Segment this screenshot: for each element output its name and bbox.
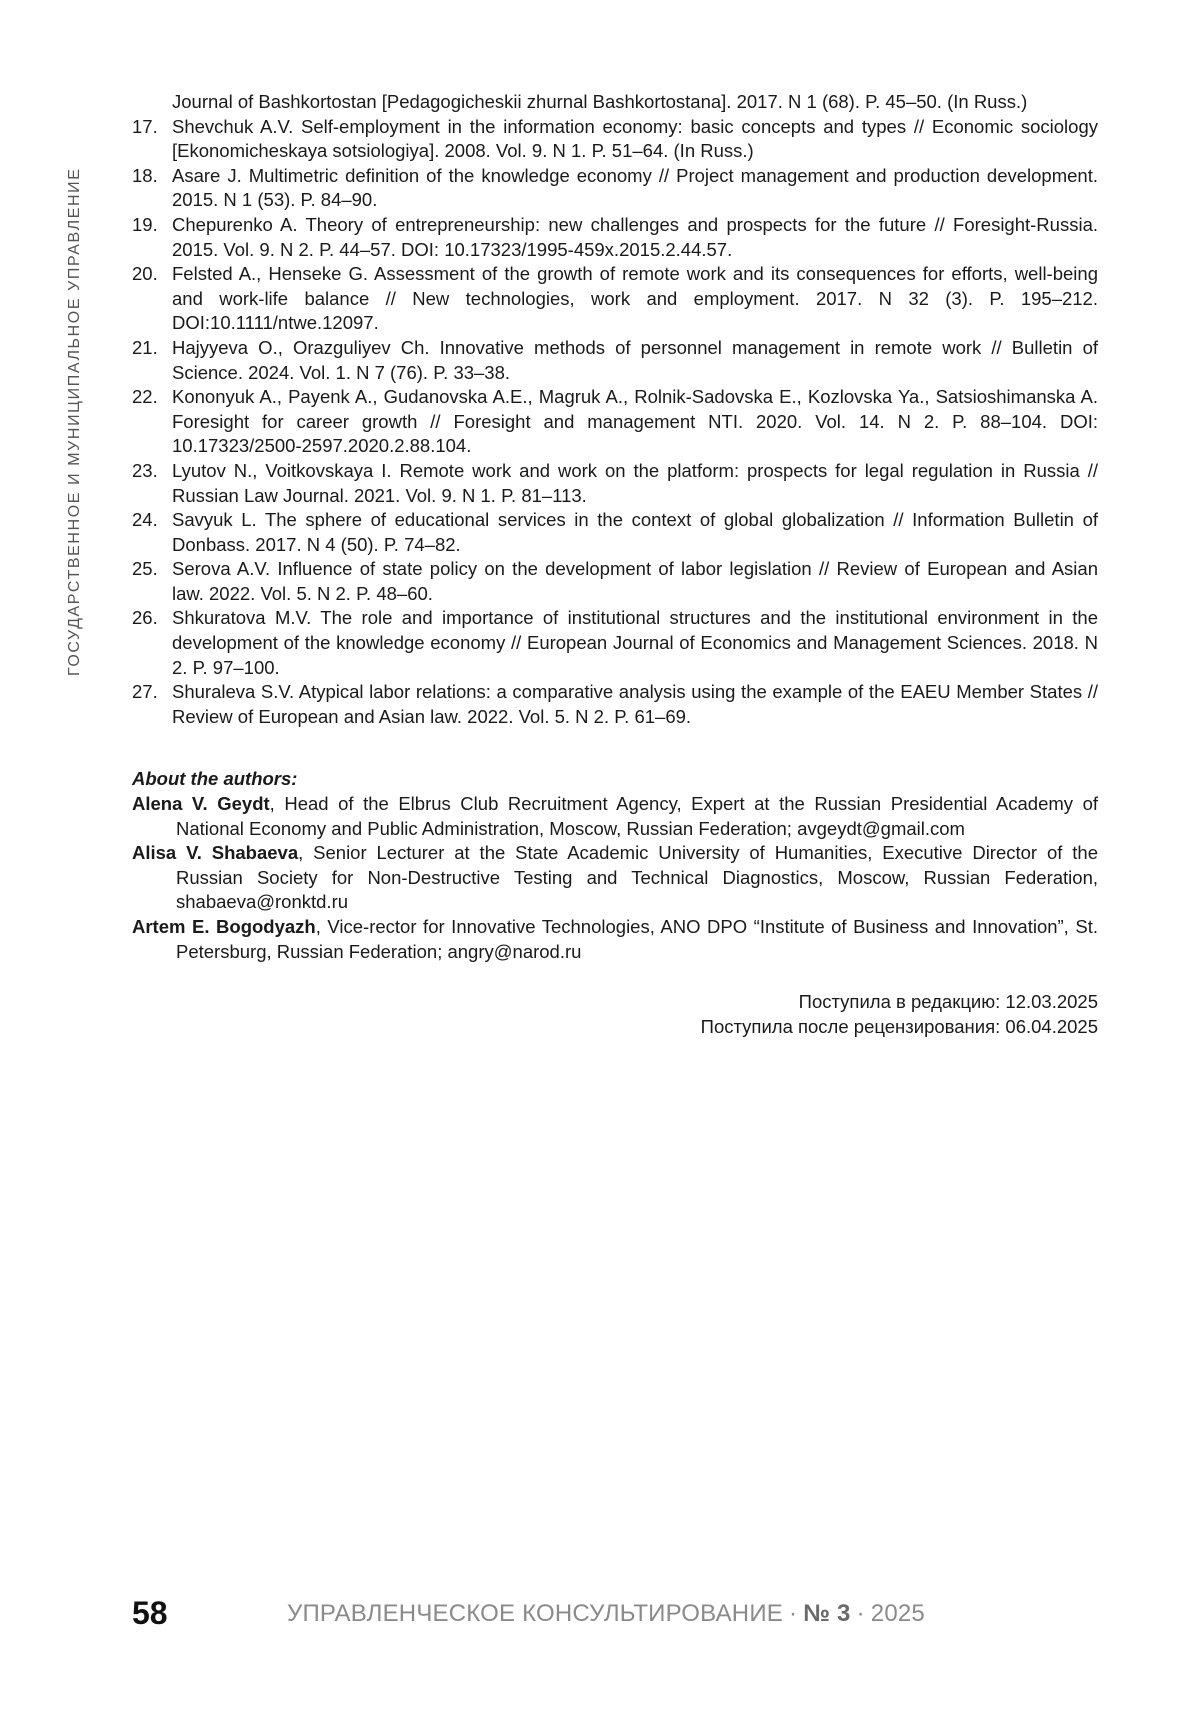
reference-item — [132, 557, 1098, 606]
author-name: Alena V. Geydt — [132, 793, 270, 815]
reference-item — [132, 213, 1098, 262]
reference-item — [132, 336, 1098, 385]
section-side-label-text: ГОСУДАРСТВЕННОЕ И МУНИЦИПАЛЬНОЕ УПРАВЛЕНИЕ — [66, 167, 83, 676]
reference-text: Kononyuk A., Payenk A., Gudanovska A.E., Magruk A., Rolnik-Sadovska E., Kozlovska Ya., Satsioshimanska A. Foresight for career growth // Foresight and management NTI. 2020. Vol. 14. N 2. P. 88–104. DOI: 10.17323/2500-2597.2020.2.88.104. — [172, 386, 1098, 457]
reference-number: 22. — [132, 386, 158, 408]
page-content — [132, 90, 1098, 1039]
reference-item — [132, 90, 1098, 115]
journal-running-title — [287, 1600, 925, 1628]
author-details: , Vice-rector for Innovative Technologies, ANO DPO “Institute of Business and Innovation”, St. Petersburg, Russian Federation; angry@narod.ru — [176, 916, 1098, 962]
submission-dates — [132, 990, 1098, 1039]
author-details: , Senior Lecturer at the State Academic University of Humanities, Executive Director of the Russian Society for Non-Destructive Testing and Technical Diagnostics, Moscow, Russian Federation, shabaeva@ronktd.ru — [176, 842, 1098, 913]
reference-number: 26. — [132, 607, 158, 629]
author-entry — [132, 841, 1098, 915]
reference-number: 17. — [132, 115, 158, 137]
reference-number: 20. — [132, 263, 158, 285]
reference-text: Shkuratova M.V. The role and importance of institutional structures and the institutional environment in the development of the knowledge economy // European Journal of Economics and Management Sciences. 2018. N 2. P. 97–100. — [172, 607, 1098, 678]
reference-item — [132, 459, 1098, 508]
reference-item — [132, 115, 1098, 164]
reference-item — [132, 385, 1098, 459]
reference-item — [132, 262, 1098, 336]
about-authors-heading: About the authors: — [132, 768, 298, 790]
page-number: 58 — [132, 1595, 168, 1631]
reference-text: Shuraleva S.V. Atypical labor relations: a comparative analysis using the example of the EAEU Member States // Review of European and Asian law. 2022. Vol. 5. N 2. P. 61–69. — [172, 681, 1098, 727]
reference-text: Serova A.V. Influence of state policy on the development of labor legislation // Review of European and Asian law. 2022. Vol. 5. N 2. P. 48–60. — [172, 558, 1098, 604]
received-date: Поступила в редакцию: 12.03.2025 — [798, 991, 1098, 1013]
reference-number: 23. — [132, 459, 158, 481]
author-details: , Head of the Elbrus Club Recruitment Agency, Expert at the Russian Presidential Academy of National Economy and Public Administration, Moscow, Russian Federation; avgeydt@gmail.com — [176, 793, 1098, 839]
reference-item — [132, 606, 1098, 680]
reference-item — [132, 680, 1098, 729]
reference-text: Hajyyeva O., Orazguliyev Ch. Innovative methods of personnel management in remote work // Bulletin of Science. 2024. Vol. 1. N 7 (76). P. 33–38. — [172, 336, 1098, 383]
reference-item — [132, 164, 1098, 213]
reference-text: Shevchuk A.V. Self-employment in the information economy: basic concepts and types // Economic sociology [Ekonomicheskaya sotsiologiya]. 2008. Vol. 9. N 1. P. 51–64. (In Russ.) — [172, 115, 1098, 162]
issue-number: № 3 — [803, 1599, 851, 1627]
reference-number: 21. — [132, 336, 158, 358]
reference-text: Felsted A., Henseke G. Assessment of the growth of remote work and its consequences for efforts, well-being and work-life balance // New technologies, work and employment. 2017. N 32 (3). P. 195–212. DOI:10.1111/ntwe.12097. — [172, 263, 1098, 334]
journal-name: УПРАВЛЕНЧЕСКОЕ КОНСУЛЬТИРОВАНИЕ — [287, 1599, 783, 1627]
section-side-label — [60, 96, 90, 676]
reference-number: 24. — [132, 509, 158, 531]
revised-date: Поступила после рецензирования: 06.04.2025 — [700, 1015, 1098, 1037]
author-entry — [132, 915, 1098, 964]
reference-text: Journal of Bashkortostan [Pedagogicheskii zhurnal Bashkortostana]. 2017. N 1 (68). P. 45–50. (In Russ.) — [172, 91, 1028, 112]
reference-item — [132, 508, 1098, 557]
authors-list — [132, 792, 1098, 964]
reference-text: Asare J. Multimetric definition of the knowledge economy // Project management and production development. 2015. N 1 (53). P. 84–90. — [172, 164, 1098, 211]
author-name: Alisa V. Shabaeva — [132, 842, 299, 864]
references-list — [132, 90, 1098, 729]
reference-number: 18. — [132, 164, 158, 186]
reference-text: Savyuk L. The sphere of educational services in the context of global globalization // Information Bulletin of Donbass. 2017. N 4 (50). P. 74–82. — [172, 509, 1098, 555]
reference-text: Lyutov N., Voitkovskaya I. Remote work and work on the platform: prospects for legal regulation in Russia // Russian Law Journal. 2021. Vol. 9. N 1. P. 81–113. — [172, 459, 1098, 506]
separator-dot: · — [789, 1599, 798, 1627]
journal-year: 2025 — [870, 1599, 925, 1627]
page-footer — [132, 1595, 1098, 1632]
separator-dot: · — [856, 1599, 865, 1627]
reference-number: 25. — [132, 558, 158, 580]
reference-text: Chepurenko A. Theory of entrepreneurship: new challenges and prospects for the future // Foresight-Russia. 2015. Vol. 9. N 2. P. 44–57. DOI: 10.17323/1995-459x.2015.2.44.57. — [172, 213, 1098, 260]
reference-number: 27. — [132, 681, 158, 703]
reference-number: 19. — [132, 213, 158, 235]
author-entry — [132, 792, 1098, 841]
author-name: Artem E. Bogodyazh — [132, 916, 316, 937]
